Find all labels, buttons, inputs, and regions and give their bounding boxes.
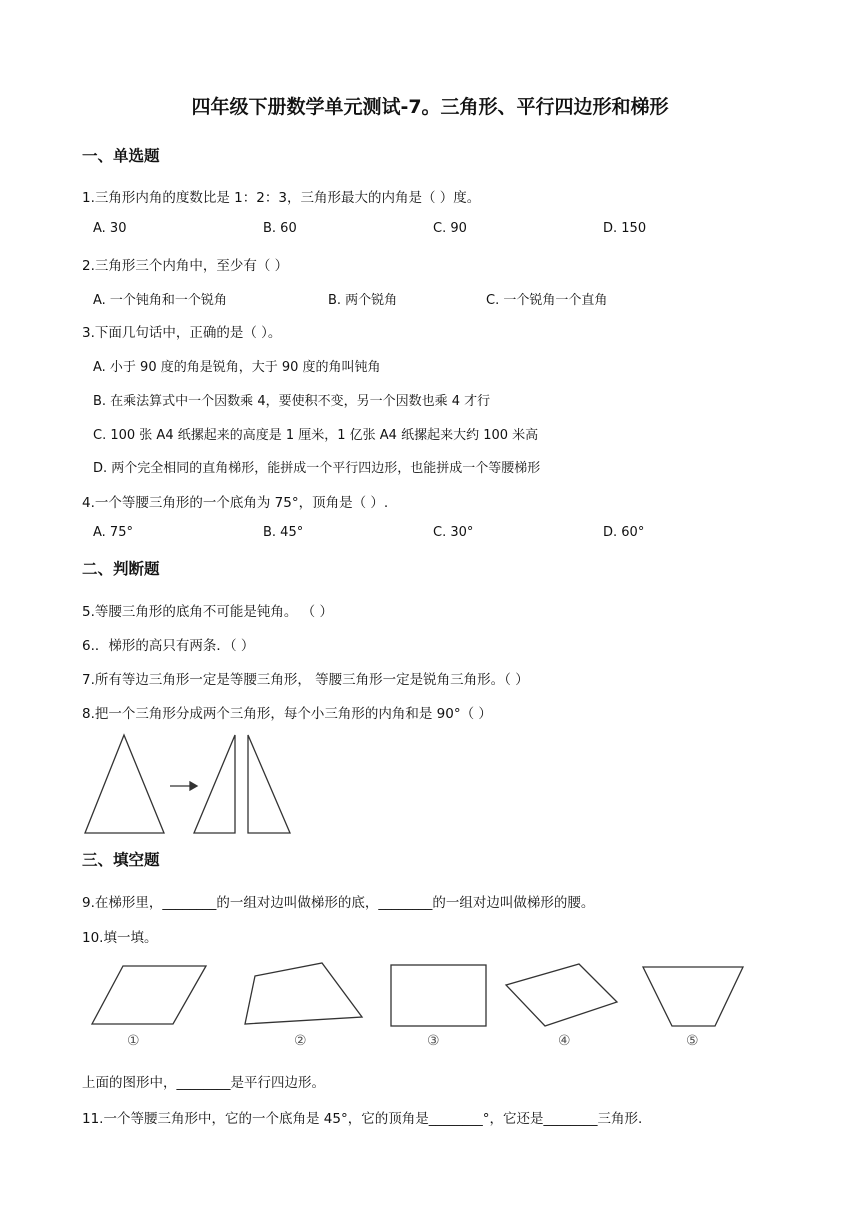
- shape-3-label: ③: [427, 1033, 440, 1049]
- shape-4-label: ④: [558, 1033, 571, 1049]
- question-6: 6.．梯形的高只有两条．（ ）: [82, 638, 255, 654]
- q3-option-a: A. 小于 90 度的角是锐角，大于 90 度的角叫钝角: [93, 360, 381, 375]
- shape-2-label: ②: [294, 1033, 307, 1049]
- q2-option-c: C. 一个锐角一个直角: [486, 293, 608, 308]
- left-half-triangle: [194, 735, 235, 833]
- shape-2-quadrilateral: [245, 963, 362, 1024]
- q1-option-a: A. 30: [93, 221, 127, 236]
- shape-3-rectangle: [391, 965, 486, 1026]
- section-heading-fill-blank: 三、填空题: [82, 851, 160, 869]
- question-9: 9.在梯形里，________的一组对边叫做梯形的底，________的一组对边叫做梯形的腰。: [82, 895, 595, 911]
- shape-5-label: ⑤: [686, 1033, 699, 1049]
- question-10: 10.填一填。: [82, 930, 158, 946]
- question-5: 5.等腰三角形的底角不可能是钝角。 （ ）: [82, 604, 333, 620]
- q8-triangle-figure: [82, 732, 297, 838]
- question-10-follow: 上面的图形中，________是平行四边形。: [82, 1075, 325, 1091]
- question-4: 4.一个等腰三角形的一个底角为 75°，顶角是（ ）.: [82, 495, 389, 511]
- page-title: 四年级下册数学单元测试-7。三角形、平行四边形和梯形: [191, 96, 669, 118]
- q1-option-b: B. 60: [263, 221, 297, 236]
- arrow-head: [190, 782, 197, 790]
- q1-option-c: C. 90: [433, 221, 467, 236]
- shape-1-parallelogram: [92, 966, 206, 1024]
- question-3: 3.下面几句话中，正确的是（ ）。: [82, 325, 282, 341]
- q2-option-a: A. 一个钝角和一个锐角: [93, 293, 227, 308]
- q3-option-c: C. 100 张 A4 纸摞起来的高度是 1 厘米，1 亿张 A4 纸摞起来大约 100 米高: [93, 428, 539, 443]
- q4-option-d: D. 60°: [603, 525, 645, 540]
- right-half-triangle: [248, 735, 290, 833]
- question-2: 2.三角形三个内角中，至少有（ ）: [82, 258, 289, 274]
- q10-shapes-figure: [90, 960, 750, 1032]
- question-7: 7.所有等边三角形一定是等腰三角形， 等腰三角形一定是锐角三角形。（ ）: [82, 672, 529, 688]
- question-11: 11.一个等腰三角形中，它的一个底角是 45°，它的顶角是________°，它还是________三角形.: [82, 1111, 643, 1127]
- q3-option-b: B. 在乘法算式中一个因数乘 4，要使积不变，另一个因数也乘 4 才行: [93, 394, 491, 409]
- shape-4-rhombus: [506, 964, 617, 1026]
- whole-triangle: [85, 735, 164, 833]
- section-heading-single-choice: 一、单选题: [82, 147, 160, 165]
- shape-5-trapezoid: [643, 967, 743, 1026]
- q4-option-c: C. 30°: [433, 525, 474, 540]
- q4-option-b: B. 45°: [263, 525, 304, 540]
- question-8: 8.把一个三角形分成两个三角形，每个小三角形的内角和是 90°（ ）: [82, 706, 492, 722]
- q2-option-b: B. 两个锐角: [328, 293, 398, 308]
- q4-option-a: A. 75°: [93, 525, 133, 540]
- q3-option-d: D. 两个完全相同的直角梯形，能拼成一个平行四边形，也能拼成一个等腰梯形: [93, 461, 541, 476]
- section-heading-judgment: 二、判断题: [82, 560, 160, 578]
- question-1: 1.三角形内角的度数比是 1：2：3，三角形最大的内角是（ ）度。: [82, 190, 481, 206]
- shape-1-label: ①: [127, 1033, 140, 1049]
- q1-option-d: D. 150: [603, 221, 647, 236]
